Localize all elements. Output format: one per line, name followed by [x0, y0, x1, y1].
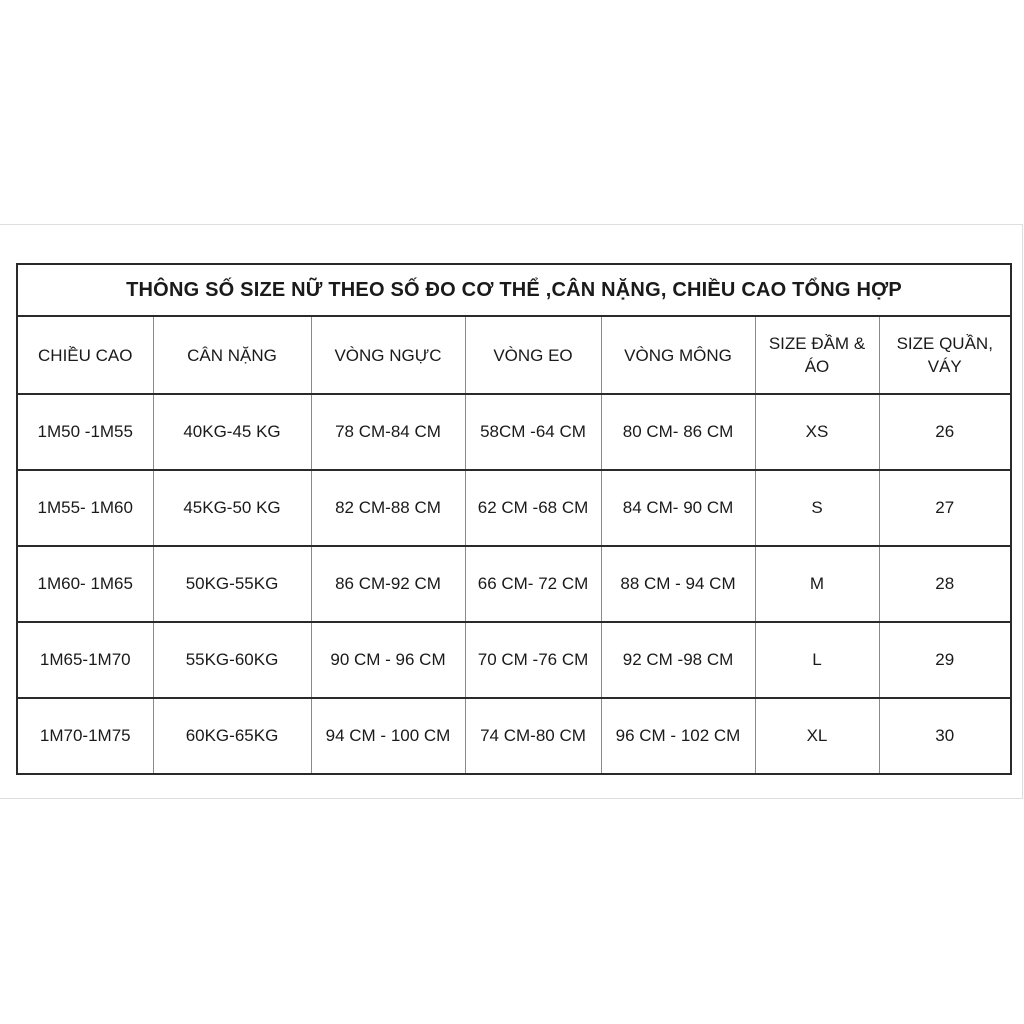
cell-pants-size: 29 [879, 622, 1011, 698]
table-row [17, 698, 1011, 774]
table-row [17, 546, 1011, 622]
cell-height: 1M50 -1M55 [17, 394, 153, 470]
cell-dress-size: XL [755, 698, 879, 774]
cell-pants-size: 28 [879, 546, 1011, 622]
cell-waist: 66 CM- 72 CM [465, 546, 601, 622]
cell-waist: 58CM -64 CM [465, 394, 601, 470]
size-chart-table [16, 263, 1012, 775]
cell-waist: 62 CM -68 CM [465, 470, 601, 546]
cell-dress-size: L [755, 622, 879, 698]
cell-height: 1M60- 1M65 [17, 546, 153, 622]
cell-pants-size: 26 [879, 394, 1011, 470]
table-row [17, 622, 1011, 698]
cell-pants-size: 27 [879, 470, 1011, 546]
cell-weight: 60KG-65KG [153, 698, 311, 774]
table-row [17, 394, 1011, 470]
cell-hip: 80 CM- 86 CM [601, 394, 755, 470]
cell-bust: 82 CM-88 CM [311, 470, 465, 546]
header-bust: VÒNG NGỰC [311, 316, 465, 394]
header-dress-size: SIZE ĐẦM & ÁO [755, 316, 879, 394]
table-title-row [17, 264, 1011, 316]
cell-dress-size: M [755, 546, 879, 622]
header-pants-size: SIZE QUẦN, VÁY [879, 316, 1011, 394]
header-waist: VÒNG EO [465, 316, 601, 394]
table-row [17, 470, 1011, 546]
cell-height: 1M55- 1M60 [17, 470, 153, 546]
table-header-row [17, 316, 1011, 394]
cell-bust: 90 CM - 96 CM [311, 622, 465, 698]
header-weight: CÂN NẶNG [153, 316, 311, 394]
cell-waist: 74 CM-80 CM [465, 698, 601, 774]
table-title: THÔNG SỐ SIZE NỮ THEO SỐ ĐO CƠ THỂ ,CÂN NẶNG, CHIỀU CAO TỔNG HỢP [17, 264, 1011, 316]
cell-weight: 40KG-45 KG [153, 394, 311, 470]
cell-weight: 55KG-60KG [153, 622, 311, 698]
cell-weight: 45KG-50 KG [153, 470, 311, 546]
cell-height: 1M70-1M75 [17, 698, 153, 774]
cell-bust: 78 CM-84 CM [311, 394, 465, 470]
cell-hip: 84 CM- 90 CM [601, 470, 755, 546]
cell-height: 1M65-1M70 [17, 622, 153, 698]
cell-waist: 70 CM -76 CM [465, 622, 601, 698]
cell-hip: 88 CM - 94 CM [601, 546, 755, 622]
cell-bust: 86 CM-92 CM [311, 546, 465, 622]
cell-dress-size: XS [755, 394, 879, 470]
cell-hip: 92 CM -98 CM [601, 622, 755, 698]
cell-weight: 50KG-55KG [153, 546, 311, 622]
header-hip: VÒNG MÔNG [601, 316, 755, 394]
cell-bust: 94 CM - 100 CM [311, 698, 465, 774]
header-height: CHIỀU CAO [17, 316, 153, 394]
cell-pants-size: 30 [879, 698, 1011, 774]
cell-dress-size: S [755, 470, 879, 546]
cell-hip: 96 CM - 102 CM [601, 698, 755, 774]
